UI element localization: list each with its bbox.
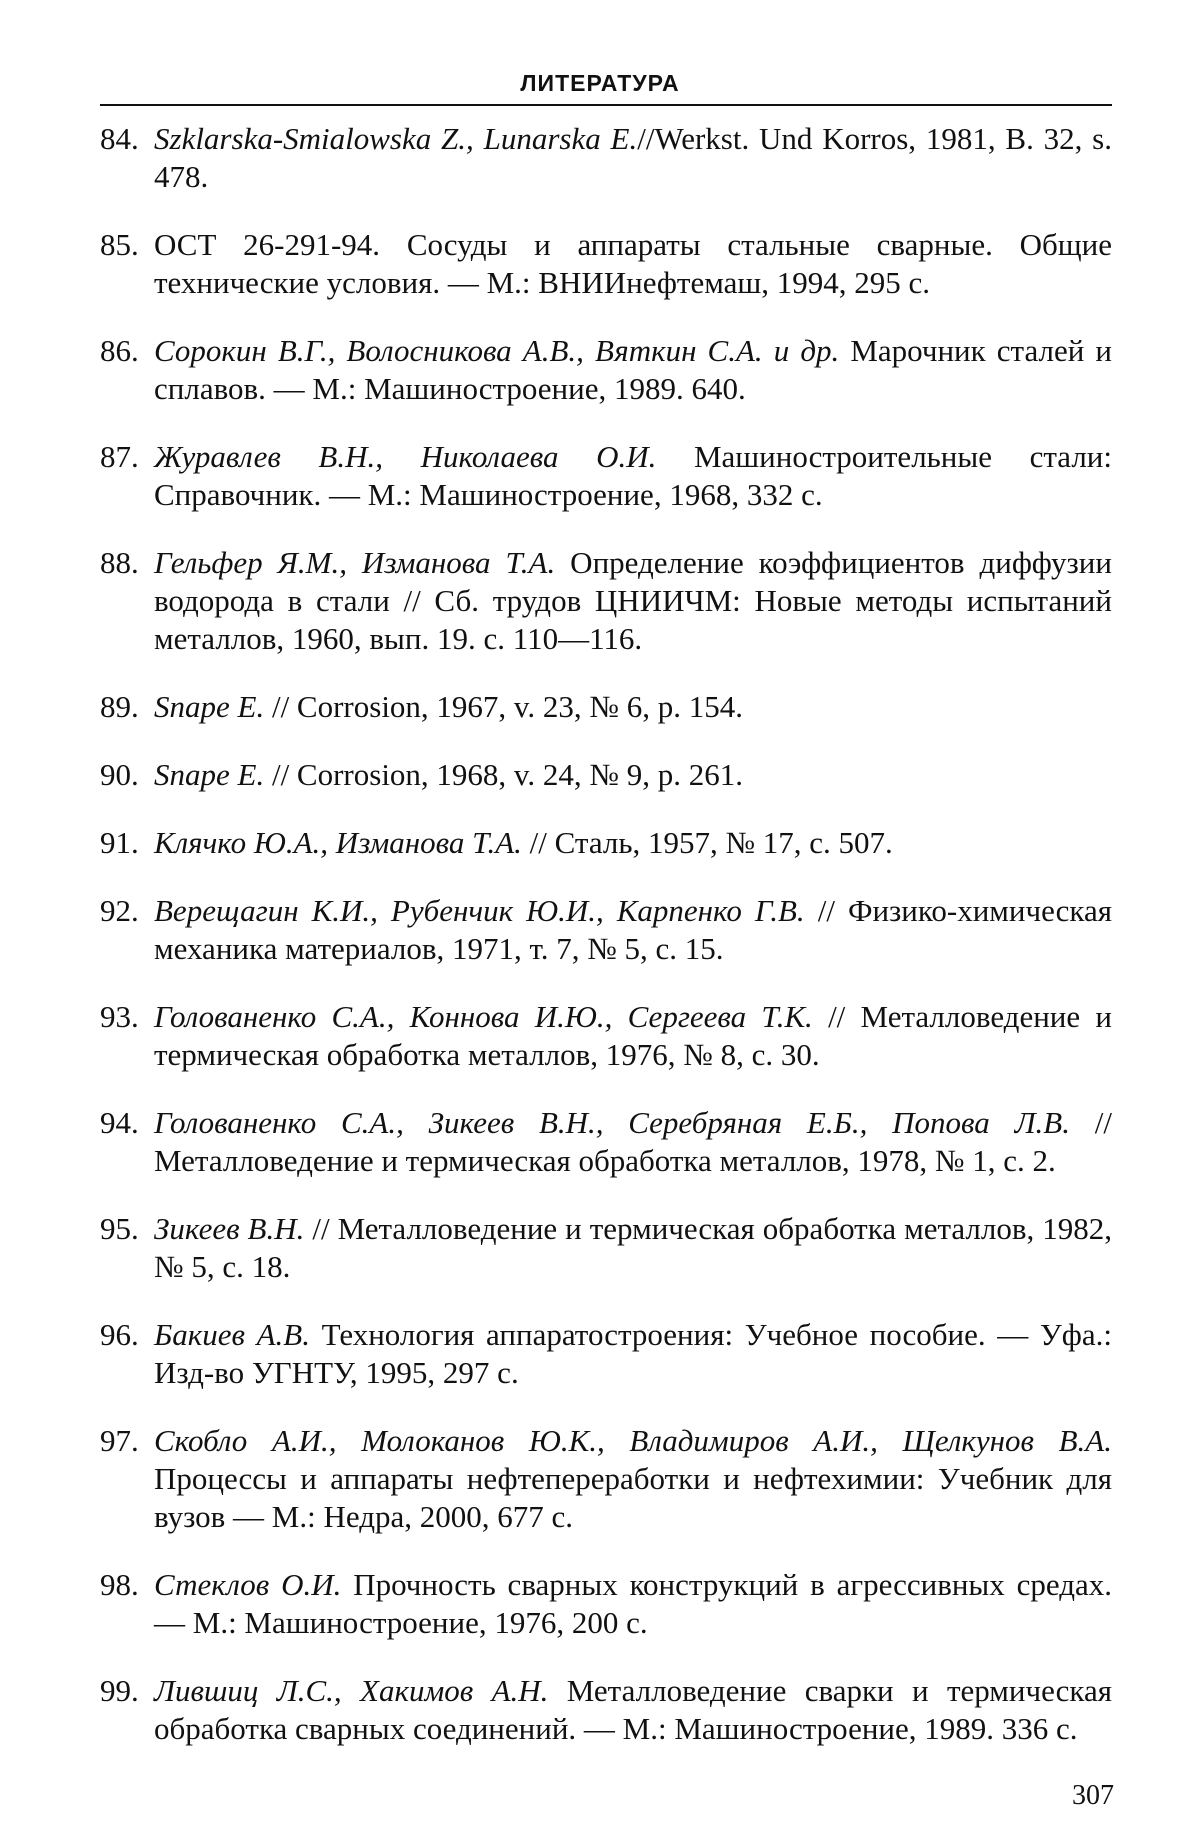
reference-authors: Стеклов О.И. [154, 1567, 342, 1602]
reference-number: 88. [100, 545, 139, 580]
reference-authors: Голованенко С.А., Зикеев В.Н., Серебряная Е.Б., Попова Л.В. [154, 1105, 1070, 1140]
reference-authors: Лившиц Л.С., Хакимов А.Н. [154, 1673, 549, 1708]
reference-text: Процессы и аппараты нефтепереработки и нефтехимии: Учебник для вузов — М.: Недра, 2000, 677 с. [154, 1461, 1112, 1534]
reference-number: 94. [100, 1105, 139, 1140]
reference-number: 98. [100, 1567, 139, 1602]
reference-text: Определение коэффициентов диффузии водорода в стали // Сб. трудов ЦНИИЧМ: Новые методы испытаний металлов, 1960, вып. 19. с. 110—116. [154, 545, 1112, 656]
reference-authors: Сорокин В.Г., Волосникова А.В., Вяткин С.А. и др. [154, 333, 840, 368]
page-number: 307 [1072, 1780, 1114, 1811]
header-rule [100, 104, 1112, 106]
reference-number: 89. [100, 689, 139, 724]
reference-text: // Сталь, 1957, № 17, с. 507. [521, 825, 893, 860]
reference-text: // Corrosion, 1968, v. 24, № 9, p. 261. [264, 757, 743, 792]
reference-authors: Snape E. [154, 689, 265, 724]
reference-number: 84. [100, 121, 139, 156]
reference-authors: Журавлев В.Н., Николаева О.И. [154, 439, 657, 474]
reference-item [100, 1316, 1112, 1392]
reference-item [100, 438, 1112, 514]
reference-text: // Физико-химическая механика материалов, 1971, т. 7, № 5, с. 15. [154, 893, 1112, 966]
reference-number: 96. [100, 1317, 139, 1352]
reference-authors: Клячко Ю.А., Изманова Т.А. [154, 825, 522, 860]
running-head: ЛИТЕРАТУРА [520, 70, 680, 96]
reference-item [100, 1104, 1112, 1180]
reference-number: 93. [100, 999, 139, 1034]
reference-authors: Гельфер Я.М., Изманова Т.А. [154, 545, 556, 580]
reference-item [100, 688, 1112, 726]
reference-list [100, 120, 1112, 1778]
reference-item [100, 226, 1112, 302]
reference-number: 97. [100, 1423, 139, 1458]
reference-authors: Зикеев В.Н. [154, 1211, 305, 1246]
reference-number: 92. [100, 893, 139, 928]
reference-number: 87. [100, 439, 139, 474]
reference-item [100, 998, 1112, 1074]
reference-authors: Бакиев А.В. [154, 1317, 310, 1352]
reference-authors: Snape E. [154, 757, 265, 792]
reference-item [100, 544, 1112, 658]
reference-item [100, 1566, 1112, 1642]
reference-text: // Металловедение и термическая обработка металлов, 1978, № 1, с. 2. [154, 1105, 1112, 1178]
reference-item [100, 332, 1112, 408]
reference-text: // Металловедение и термическая обработка металлов, 1976, № 8, с. 30. [154, 999, 1112, 1072]
reference-number: 91. [100, 825, 139, 860]
reference-number: 85. [100, 227, 139, 262]
reference-authors: Голованенко С.А., Коннова И.Ю., Сергеева Т.К. [154, 999, 813, 1034]
reference-authors: Скобло А.И., Молоканов Ю.К., Владимиров А.И., Щелкунов В.А. [154, 1423, 1112, 1458]
reference-item [100, 892, 1112, 968]
reference-text: Марочник сталей и сплавов. — М.: Машиностроение, 1989. 640. [154, 333, 1112, 406]
reference-number: 99. [100, 1673, 139, 1708]
reference-number: 95. [100, 1211, 139, 1246]
reference-number: 86. [100, 333, 139, 368]
reference-item [100, 1422, 1112, 1536]
reference-authors: Верещагин К.И., Рубенчик Ю.И., Карпенко Г.В. [154, 893, 805, 928]
reference-text: Прочность сварных конструкций в агрессивных средах. — М.: Машиностроение, 1976, 200 с. [154, 1567, 1113, 1640]
reference-number: 90. [100, 757, 139, 792]
reference-item [100, 120, 1112, 196]
reference-text: // Металловедение и термическая обработка металлов, 1982, № 5, с. 18. [154, 1211, 1112, 1284]
reference-text: ОСТ 26-291-94. Сосуды и аппараты стальные сварные. Общие технические условия. — М.: ВНИИнефтемаш, 1994, 295 с. [154, 227, 1112, 300]
reference-authors: Szklarska-Smialowska Z., Lunarska E. [154, 121, 638, 156]
reference-text: Машиностроительные стали: Справочник. — М.: Машиностроение, 1968, 332 с. [154, 439, 1112, 512]
reference-text: Технология аппаратостроения: Учебное пособие. — Уфа.: Изд-во УГНТУ, 1995, 297 с. [154, 1317, 1112, 1390]
reference-item [100, 756, 1112, 794]
reference-text: Металловедение сварки и термическая обработка сварных соединений. — М.: Машиностроение, 1989. 336 с. [154, 1673, 1112, 1746]
reference-text: // Corrosion, 1967, v. 23, № 6, p. 154. [264, 689, 743, 724]
reference-text: //Werkst. Und Korros, 1981, B. 32, s. 478. [154, 121, 1112, 194]
reference-item [100, 1210, 1112, 1286]
reference-item [100, 1672, 1112, 1748]
reference-item [100, 824, 1112, 862]
